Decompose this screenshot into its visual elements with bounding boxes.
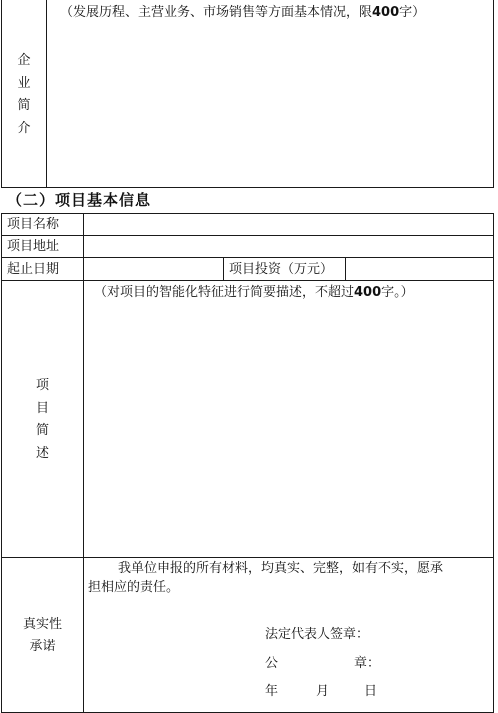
company-intro-field[interactable]: [47, 24, 493, 186]
authenticity-statement-line: 担相应的责任。: [88, 580, 180, 595]
table-row-line-3: [1, 280, 494, 281]
project-period-field[interactable]: [84, 258, 223, 280]
project-name-label: 项目名称: [7, 217, 60, 232]
date-month-label: 月: [316, 684, 330, 699]
date-year-label: 年: [265, 684, 279, 699]
company-intro-hint-text-end: 字）: [399, 5, 426, 20]
table-border-right-top: [493, 0, 494, 187]
project-summary-hint-text-end: 字。）: [381, 285, 414, 300]
project-investment-field[interactable]: [346, 258, 493, 280]
project-address-label: 项目地址: [7, 239, 60, 254]
project-summary-hint-text: （对项目的智能化特征进行简要描述，不超过: [94, 285, 355, 300]
company-intro-hint: [60, 6, 425, 19]
project-summary-label-char: 目: [35, 400, 49, 416]
authenticity-label-line: 承诺: [29, 639, 56, 654]
project-summary-label-char: 项: [35, 378, 49, 393]
authenticity-label: [2, 614, 83, 658]
project-section-title: （二）项目基本信息: [7, 191, 152, 209]
project-summary-hint: [94, 286, 414, 299]
company-intro-label-char: 介: [17, 120, 31, 136]
seal-label-end: 章：: [354, 656, 381, 671]
seal-field[interactable]: [378, 650, 488, 672]
company-intro-hint-text: （发展历程、主营业务、市场销售等方面基本情况，限: [60, 5, 373, 20]
project-summary-label-char: 简: [35, 423, 49, 438]
project-period-label: 起止日期: [7, 262, 60, 277]
project-summary-field[interactable]: [84, 304, 493, 556]
project-address-field[interactable]: [84, 236, 493, 257]
company-intro-hint-number: 400: [372, 5, 400, 20]
table-border-bottom-company: [1, 187, 494, 188]
company-intro-label: [2, 50, 46, 140]
company-intro-label-char: 业: [17, 75, 31, 91]
project-summary-label-char: 述: [35, 445, 49, 461]
company-intro-label-char: 企: [17, 53, 31, 68]
project-summary-hint-number: 400: [354, 285, 382, 300]
date-day-label: 日: [364, 684, 378, 699]
company-intro-label-char: 简: [17, 98, 31, 113]
project-investment-label: 项目投资（万元）: [229, 262, 334, 277]
authenticity-label-line: 真实性: [22, 617, 62, 632]
table-row-line-4: [1, 557, 494, 558]
table-col-divider-investment-left: [223, 257, 224, 280]
signature-label: 法定代表人签章：: [265, 627, 370, 642]
project-summary-label: [2, 375, 83, 465]
authenticity-statement-line: 我单位申报的所有材料，均真实、完整，如有不实，愿承: [118, 561, 444, 576]
project-name-field[interactable]: [84, 214, 493, 235]
signature-field[interactable]: [370, 622, 488, 644]
table-border-right-bottom: [493, 213, 494, 713]
seal-label: 公: [265, 656, 279, 671]
